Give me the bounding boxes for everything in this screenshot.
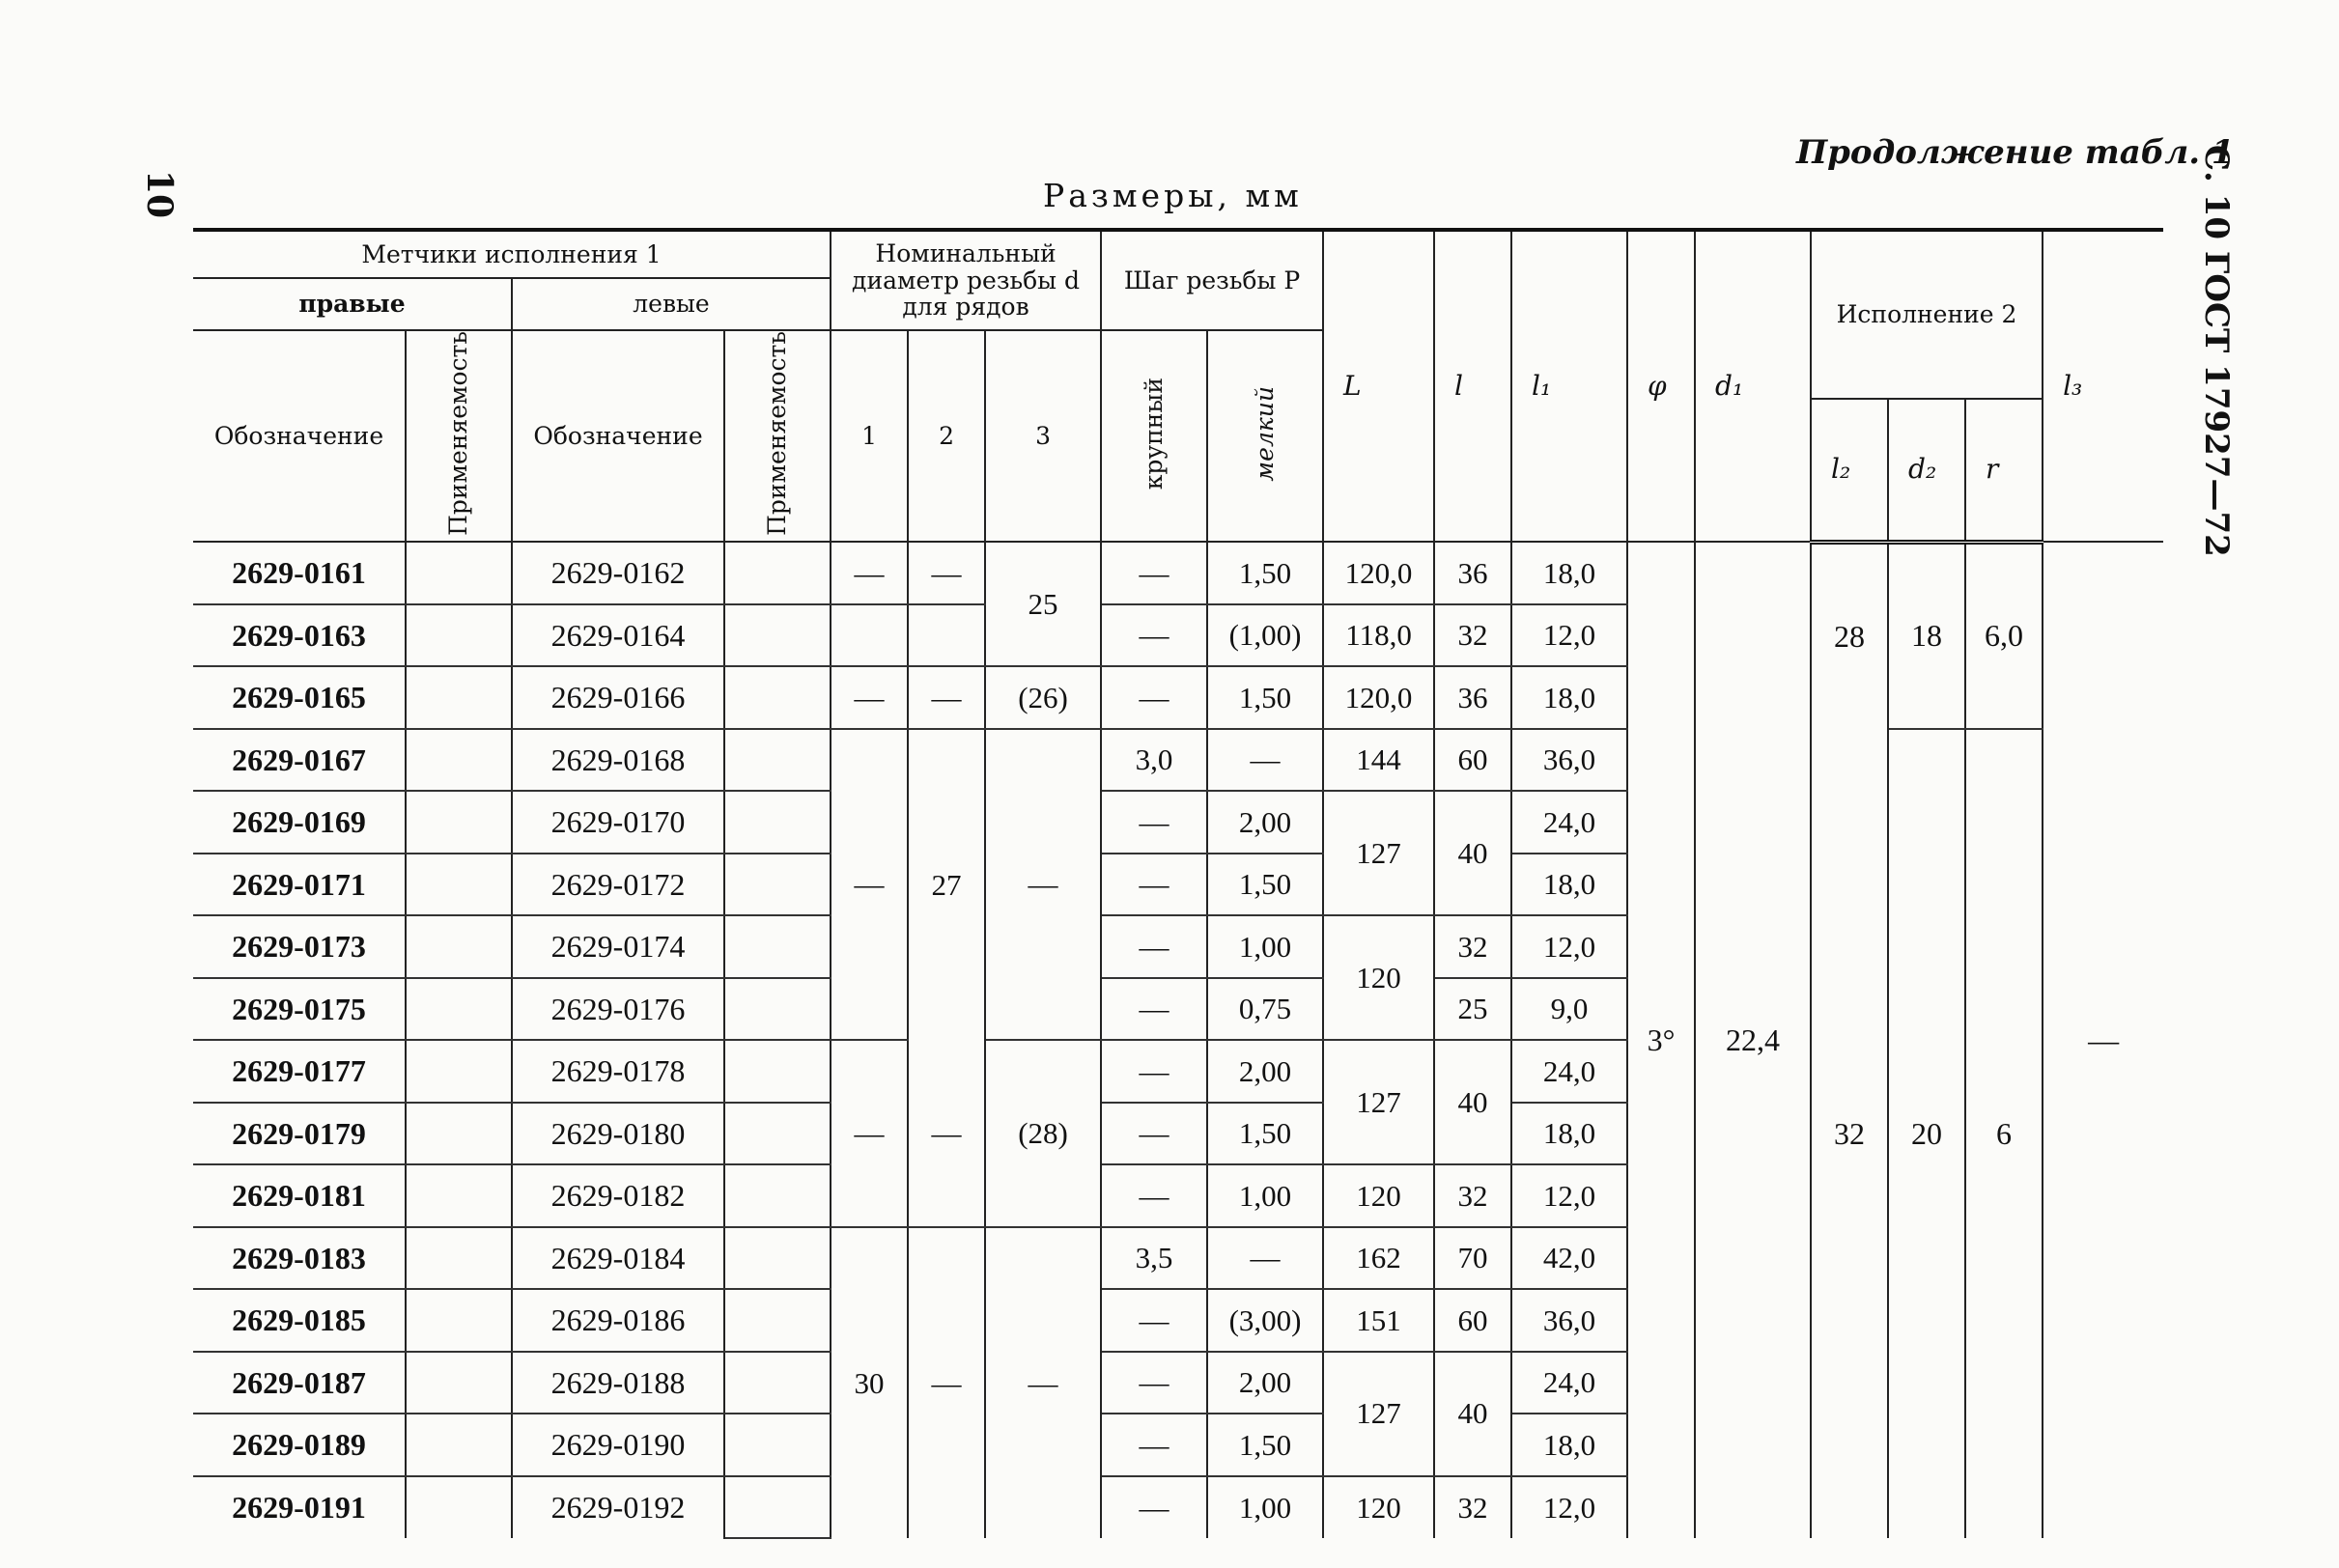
table-body <box>193 542 2163 1538</box>
table-cell: 18,0 <box>1511 666 1627 729</box>
table-cell: 1,00 <box>1207 1164 1323 1227</box>
table-cell: 2629-0164 <box>512 604 724 667</box>
table-cell: — <box>831 729 908 1041</box>
l3-value: — <box>2088 1022 2120 1058</box>
table-row <box>193 542 2163 604</box>
table-cell: 24,0 <box>1511 1352 1627 1414</box>
table-cell: — <box>908 666 985 729</box>
table-cell: 2629-0162 <box>512 542 724 604</box>
table-cell: 2629-0191 <box>193 1476 406 1539</box>
table-cell: 1,50 <box>1207 1414 1323 1476</box>
table-cell: 2629-0180 <box>512 1103 724 1165</box>
table-cell: — <box>1207 1227 1323 1290</box>
table-cell: — <box>1101 1352 1207 1414</box>
table-cell: 42,0 <box>1511 1227 1627 1290</box>
table-cell: 6,0 <box>1965 542 2043 729</box>
table-cell: 18,0 <box>1511 542 1627 604</box>
table-cell <box>831 604 908 667</box>
table-cell: 12,0 <box>1511 1476 1627 1539</box>
table-cell <box>724 1227 831 1290</box>
left-designation-header: Обозначение <box>512 330 724 542</box>
table-cell: 36,0 <box>1511 729 1627 792</box>
table-cell <box>406 542 512 604</box>
table-cell: 25 <box>1434 978 1511 1041</box>
table-cell <box>724 1040 831 1103</box>
dimensions-table <box>193 228 2163 1539</box>
table-cell <box>406 1414 512 1476</box>
table-cell: (26) <box>985 666 1101 729</box>
table-cell: 120,0 <box>1323 666 1434 729</box>
table-cell: 2629-0170 <box>512 791 724 854</box>
table-cell: 2629-0174 <box>512 915 724 978</box>
col-l1-header: l₁ <box>1511 230 1627 542</box>
table-cell: 2629-0189 <box>193 1414 406 1476</box>
table-cell: 12,0 <box>1511 1164 1627 1227</box>
table-cell: 2629-0168 <box>512 729 724 792</box>
table-cell: 60 <box>1434 1289 1511 1352</box>
table-cell: — <box>1207 729 1323 792</box>
table-cell <box>908 604 985 667</box>
table-cell: 18,0 <box>1511 1103 1627 1165</box>
pitch-header: Шаг резьбы P <box>1101 230 1323 330</box>
table-cell: 70 <box>1434 1227 1511 1290</box>
table-cell: 27 <box>908 729 985 1041</box>
table-cell: 18,0 <box>1511 1414 1627 1476</box>
table-cell: 12,0 <box>1511 604 1627 667</box>
table-cell <box>406 1289 512 1352</box>
table-cell: 2,00 <box>1207 1352 1323 1414</box>
table-cell <box>724 978 831 1041</box>
col-d2-header: d₂ <box>1888 399 1965 542</box>
table-cell: 2629-0178 <box>512 1040 724 1103</box>
table-cell <box>406 604 512 667</box>
table-cell <box>406 791 512 854</box>
table-cell: 2629-0169 <box>193 791 406 854</box>
table-cell: 24,0 <box>1511 1040 1627 1103</box>
table-cell: — <box>831 666 908 729</box>
table-cell <box>406 1164 512 1227</box>
coarse-pitch-header: крупный <box>1101 330 1207 542</box>
table-cell: 2629-0183 <box>193 1227 406 1290</box>
table-cell: 25 <box>985 542 1101 666</box>
table-cell <box>724 1414 831 1476</box>
table-cell: 2629-0173 <box>193 915 406 978</box>
version2-header: Исполнение 2 <box>1811 230 2043 399</box>
table-cell <box>724 604 831 667</box>
row2-header: 2 <box>908 330 985 542</box>
phi-value: 3° <box>1627 542 1695 1538</box>
table-cell: 2629-0166 <box>512 666 724 729</box>
table-cell: 32 <box>1434 604 1511 667</box>
row3-header: 3 <box>985 330 1101 542</box>
table-cell: — <box>1101 915 1207 978</box>
table-cell: 32 <box>1434 915 1511 978</box>
table-cell: — <box>1101 542 1207 604</box>
table-cell <box>406 1227 512 1290</box>
col-phi-header: φ <box>1627 230 1695 542</box>
table-cell: — <box>831 542 908 604</box>
table-cell: 2629-0167 <box>193 729 406 792</box>
table-cell: — <box>1101 1164 1207 1227</box>
table-cell: (28) <box>985 1040 1101 1227</box>
nominal-diameter-header: Номинальный диаметр резьбы d для рядов <box>831 230 1101 330</box>
table-cell: 24,0 <box>1511 791 1627 854</box>
table-cell: 18,0 <box>1511 854 1627 916</box>
table-cell: 1,50 <box>1207 1103 1323 1165</box>
table-cell: — <box>1101 604 1207 667</box>
table-cell: 3,0 <box>1101 729 1207 792</box>
table-cell: 40 <box>1434 791 1511 915</box>
table-cell: 32 <box>1434 1476 1511 1539</box>
col-d1-header: d₁ <box>1695 230 1811 542</box>
table-cell: 3,5 <box>1101 1227 1207 1290</box>
table-cell: 1,00 <box>1207 1476 1323 1539</box>
table-cell: 2629-0181 <box>193 1164 406 1227</box>
table-cell: 144 <box>1323 729 1434 792</box>
table-cell <box>406 854 512 916</box>
table-cell: 32 <box>1434 1164 1511 1227</box>
table-cell: 2629-0161 <box>193 542 406 604</box>
row1-header: 1 <box>831 330 908 542</box>
table-cell <box>406 1352 512 1414</box>
col-l2-header: l₂ <box>1811 399 1888 542</box>
table-cell: 127 <box>1323 1352 1434 1476</box>
table-cell: 2629-0185 <box>193 1289 406 1352</box>
table-cell: — <box>1101 854 1207 916</box>
table-cell <box>406 1040 512 1103</box>
left-taps-header: левые <box>512 278 831 330</box>
table-cell: — <box>1101 1476 1207 1539</box>
table-cell: 2629-0163 <box>193 604 406 667</box>
table-cell: 2629-0190 <box>512 1414 724 1476</box>
table-cell: 127 <box>1323 791 1434 915</box>
table-cell: 118,0 <box>1323 604 1434 667</box>
table-cell: 36 <box>1434 666 1511 729</box>
table-cell: — <box>1101 1414 1207 1476</box>
table-cell: 2629-0177 <box>193 1040 406 1103</box>
table-cell: 32 <box>1811 729 1888 1539</box>
table-cell <box>724 1103 831 1165</box>
table-cell: 2629-0188 <box>512 1352 724 1414</box>
table-cell <box>724 729 831 792</box>
table-cell: 40 <box>1434 1040 1511 1164</box>
table-cell: — <box>1101 1040 1207 1103</box>
table-cell: 12,0 <box>1511 915 1627 978</box>
table-header <box>193 230 2163 542</box>
table-cell <box>724 666 831 729</box>
table-cell: 20 <box>1888 729 1965 1539</box>
table-cell: 2629-0187 <box>193 1352 406 1414</box>
table-cell: 28 <box>1811 542 1888 729</box>
left-applicability-header: Применяемость <box>724 330 831 542</box>
table-cell <box>724 542 831 604</box>
table-cell: 6 <box>1965 729 2043 1539</box>
col-r-header: r <box>1965 399 2043 542</box>
table-cell <box>724 791 831 854</box>
table-cell: 2629-0184 <box>512 1227 724 1290</box>
table-cell: — <box>1101 978 1207 1041</box>
table-cell: — <box>831 1040 908 1227</box>
table-cell: 2,00 <box>1207 1040 1323 1103</box>
taps-version1-header: Метчики исполнения 1 <box>193 230 831 278</box>
table-cell: 60 <box>1434 729 1511 792</box>
table-cell: 120 <box>1323 915 1434 1040</box>
table-cell: — <box>1101 666 1207 729</box>
table-cell: 40 <box>1434 1352 1511 1476</box>
table-cell: (1,00) <box>1207 604 1323 667</box>
table-cell <box>406 978 512 1041</box>
table-cell: 2629-0171 <box>193 854 406 916</box>
page-number: 10 <box>139 169 181 219</box>
table-cell <box>724 915 831 978</box>
table-cell <box>406 666 512 729</box>
table-cell: 127 <box>1323 1040 1434 1164</box>
table-cell: (3,00) <box>1207 1289 1323 1352</box>
table-cell: 1,50 <box>1207 542 1323 604</box>
table-cell: — <box>1101 1289 1207 1352</box>
table-cell: — <box>1101 791 1207 854</box>
standard-side-header: С. 10 ГОСТ 17927—72 <box>2197 145 2236 557</box>
table-cell: — <box>1101 1103 1207 1165</box>
table-cell <box>724 854 831 916</box>
col-l-header: l <box>1434 230 1511 542</box>
table-cell: 2629-0182 <box>512 1164 724 1227</box>
right-taps-header: правые <box>193 278 512 330</box>
table-cell: 1,00 <box>1207 915 1323 978</box>
fine-pitch-header: мелкий <box>1207 330 1323 542</box>
col-L-header: L <box>1323 230 1434 542</box>
table-row <box>193 729 2163 792</box>
table-cell: — <box>908 1040 985 1227</box>
table-cell: 0,75 <box>1207 978 1323 1041</box>
table-cell: — <box>985 1227 1101 1539</box>
table-cell: 36,0 <box>1511 1289 1627 1352</box>
table-cell <box>406 729 512 792</box>
table-cell: 2629-0172 <box>512 854 724 916</box>
table-cell: 2629-0176 <box>512 978 724 1041</box>
table-cell: 1,50 <box>1207 854 1323 916</box>
table-cell: 2,00 <box>1207 791 1323 854</box>
table-cell: 151 <box>1323 1289 1434 1352</box>
table-cell <box>724 1476 831 1539</box>
table-cell: 2629-0175 <box>193 978 406 1041</box>
table-cell: — <box>985 729 1101 1041</box>
table-cell <box>406 915 512 978</box>
table-cell <box>406 1103 512 1165</box>
table-cell: 2629-0186 <box>512 1289 724 1352</box>
table-caption: Размеры, мм <box>1043 177 1303 214</box>
table-cell: 18 <box>1888 542 1965 729</box>
table-cell <box>406 1476 512 1539</box>
right-designation-header: Обозначение <box>193 330 406 542</box>
continuation-title: Продолжение табл. 1 <box>1796 133 2235 172</box>
table-cell: 162 <box>1323 1227 1434 1290</box>
table-cell: 36 <box>1434 542 1511 604</box>
table-cell: 120 <box>1323 1164 1434 1227</box>
table-cell <box>724 1164 831 1227</box>
table-cell: 1,50 <box>1207 666 1323 729</box>
right-applicability-header: Применяемость <box>406 330 512 542</box>
col-l3-header: l₃ <box>2043 230 2163 542</box>
table-cell: 120 <box>1323 1476 1434 1539</box>
table-cell <box>724 1352 831 1414</box>
table-cell: — <box>908 542 985 604</box>
table-cell: 120,0 <box>1323 542 1434 604</box>
table-cell <box>724 1289 831 1352</box>
table-cell: 2629-0179 <box>193 1103 406 1165</box>
table-cell: — <box>908 1227 985 1539</box>
table-cell: 2629-0192 <box>512 1476 724 1539</box>
d1-value: 22,4 <box>1695 542 1811 1538</box>
table-cell: 2629-0165 <box>193 666 406 729</box>
table-cell: 9,0 <box>1511 978 1627 1041</box>
table-cell: 30 <box>831 1227 908 1539</box>
